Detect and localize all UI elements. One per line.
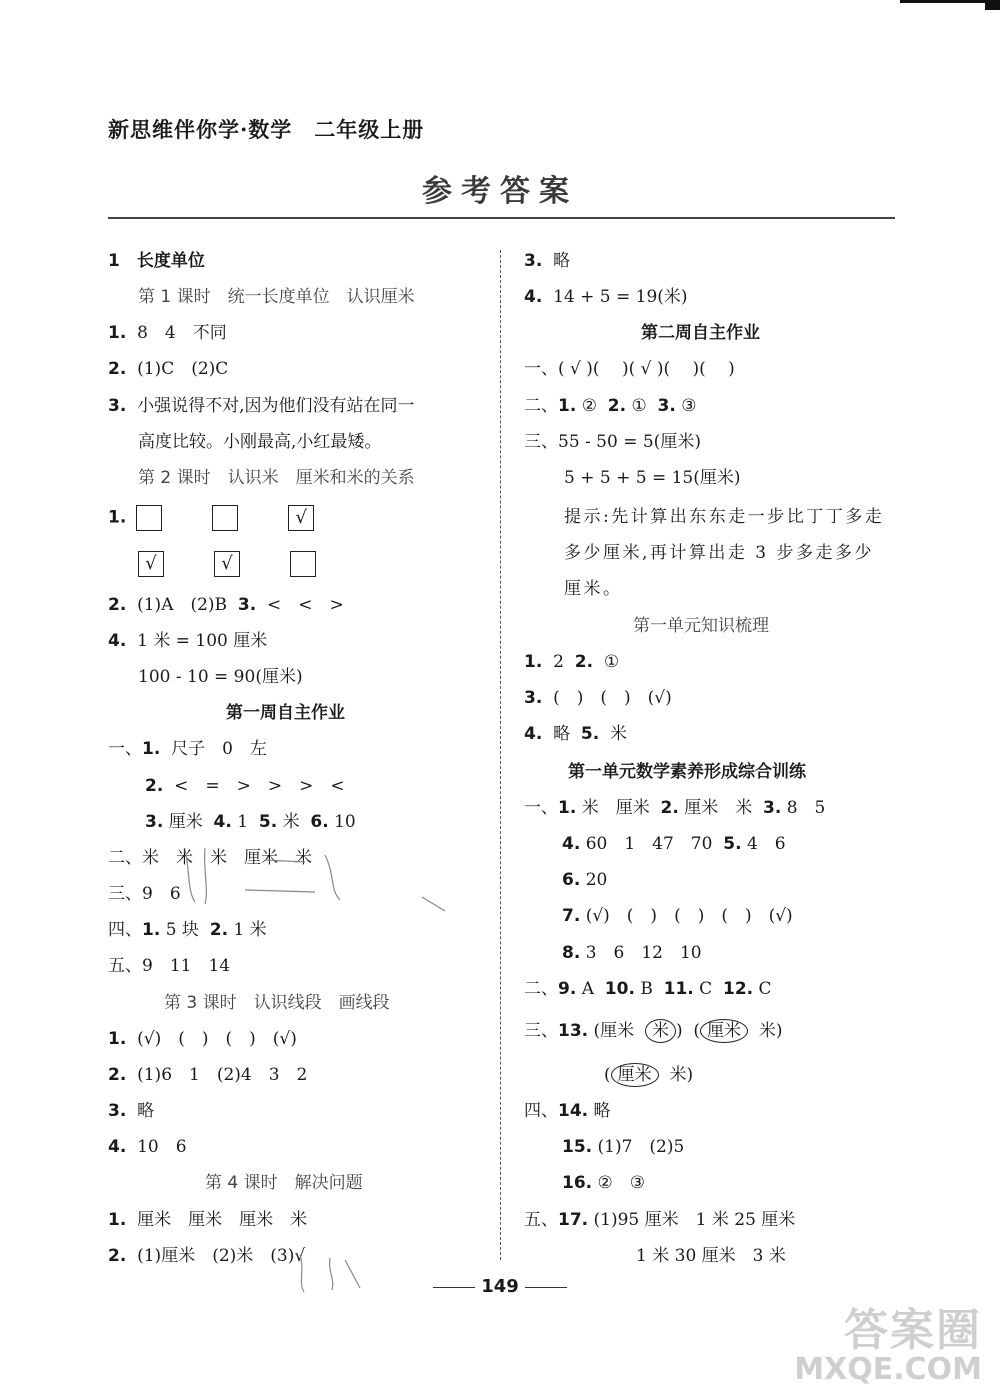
answer-box: √ <box>214 551 240 577</box>
watermark <box>794 1305 982 1387</box>
lesson1-title: 第 1 课时 统一长度单位 认识厘米 <box>138 287 415 307</box>
review-title: 第一单元知识梳理 <box>633 616 769 636</box>
column-divider <box>500 250 501 1260</box>
answer-row: 1. (√) ( ) ( ) (√) <box>108 1029 297 1049</box>
page-footer <box>0 1276 1000 1297</box>
week2-title: 第二周自主作业 <box>641 323 760 343</box>
answer-row: 2. (1)A (2)B 3. < < > <box>108 595 344 615</box>
answer-row: 1 米 30 厘米 3 米 <box>636 1246 786 1266</box>
answer-row: 三、13. (厘米 米 ) ( 厘米 米) <box>524 1021 783 1041</box>
lesson2-title: 第 2 课时 认识米 厘米和米的关系 <box>138 468 415 488</box>
answer-row: 四、1. 5 块 2. 1 米 <box>108 920 267 940</box>
footer-rule <box>433 1287 475 1289</box>
answer-row: 1. 8 4 不同 <box>108 323 227 343</box>
answer-row: 三、55 - 50 = 5(厘米) <box>524 432 701 452</box>
answer-row: 1. 厘米 厘米 厘米 米 <box>108 1210 308 1230</box>
answer-row: 3. 略 <box>524 251 571 271</box>
answer-row: 五、17. (1)95 厘米 1 米 25 厘米 <box>524 1210 796 1230</box>
answer-row: 二、米 米 米 厘米 米 <box>108 848 312 868</box>
checkbox-row <box>128 551 356 577</box>
footer-rule <box>525 1287 567 1289</box>
pencil-scribble <box>175 840 355 910</box>
hint-text: 提示:先计算出东东走一步比丁丁多走 <box>564 507 885 527</box>
circled-answer: 厘米 <box>700 1019 748 1043</box>
answer-row: 三、9 6 <box>108 884 181 904</box>
answer-row: 7. (√) ( ) ( ) ( ) (√) <box>562 906 793 926</box>
answer-row: 一、( √ )( )( √ )( )( ) <box>524 359 735 379</box>
answer-row: 3. 厘米 4. 1 5. 米 6. 10 <box>145 812 356 832</box>
answer-row: 2. < = > > > < <box>145 776 345 796</box>
book-title: 新思维伴你学·数学 二年级上册 <box>108 117 425 142</box>
page-number: 149 <box>481 1276 519 1297</box>
hint-text: 多少厘米,再计算出走 3 步多走多少 <box>564 543 875 563</box>
answer-row: 4. 1 米 = 100 厘米 <box>108 631 268 651</box>
answer-row: 四、14. 略 <box>524 1101 611 1121</box>
answer-row: 二、1. ② 2. ① 3. ③ <box>524 396 697 416</box>
answer-row: 一、1. 尺子 0 左 <box>108 739 267 759</box>
answer-box <box>290 551 316 577</box>
answer-row: 1. 2 2. ① <box>524 652 620 672</box>
training-title: 第一单元数学素养形成综合训练 <box>568 762 806 782</box>
answer-row: 4. 60 1 47 70 5. 4 6 <box>562 834 786 854</box>
answer-box: √ <box>138 551 164 577</box>
answer-row: 3. 略 <box>108 1101 155 1121</box>
answer-row: 二、9. A 10. B 11. C 12. C <box>524 979 772 999</box>
answer-row: 五、9 11 14 <box>108 956 231 976</box>
answer-box: √ <box>288 505 314 531</box>
week1-title: 第一周自主作业 <box>226 703 345 723</box>
hint-text: 厘米。 <box>564 579 623 599</box>
answer-row: 15. (1)7 (2)5 <box>562 1137 685 1157</box>
circled-answer: 厘米 <box>611 1063 659 1087</box>
answer-row: 100 - 10 = 90(厘米) <box>138 667 303 687</box>
answer-row: 4. 14 + 5 = 19(米) <box>524 287 688 307</box>
section-title: 1 长度单位 <box>108 251 205 271</box>
lesson4-title: 第 4 课时 解决问题 <box>205 1173 363 1193</box>
watermark-url: MXQE.COM <box>794 1352 982 1387</box>
answer-row: 2. (1)厘米 (2)米 (3)√ <box>108 1246 306 1266</box>
answer-row: ( 厘米 米) <box>604 1065 694 1085</box>
watermark-text: 答案圈 <box>844 1305 982 1356</box>
page-heading: 参考答案 <box>422 174 578 209</box>
answer-row: 8. 3 6 12 10 <box>562 943 702 963</box>
answer-box <box>136 505 162 531</box>
answer-row: 3. 小强说得不对,因为他们没有站在同一 <box>108 396 415 416</box>
pencil-scribble <box>420 895 450 915</box>
corner-mark-top <box>900 0 1000 3</box>
checkbox-row: 1. √ <box>108 505 354 531</box>
answer-row: 2. (1)C (2)C <box>108 359 229 379</box>
answer-row: 4. 略 5. 米 <box>524 724 628 744</box>
answer-row: 4. 10 6 <box>108 1137 187 1157</box>
header-rule <box>108 217 895 219</box>
answer-row: 16. ② ③ <box>562 1173 646 1193</box>
answer-row: 一、1. 米 厘米 2. 厘米 米 3. 8 5 <box>524 798 826 818</box>
answer-row: 2. (1)6 1 (2)4 3 2 <box>108 1065 308 1085</box>
answer-row: 5 + 5 + 5 = 15(厘米) <box>564 468 741 488</box>
answer-box <box>212 505 238 531</box>
circled-answer: 米 <box>645 1019 676 1043</box>
answer-row: 6. 20 <box>562 870 608 890</box>
answer-row: 高度比较。小刚最高,小红最矮。 <box>138 432 382 452</box>
answer-row: 3. ( ) ( ) (√) <box>524 688 672 708</box>
lesson3-title: 第 3 课时 认识线段 画线段 <box>164 993 390 1013</box>
